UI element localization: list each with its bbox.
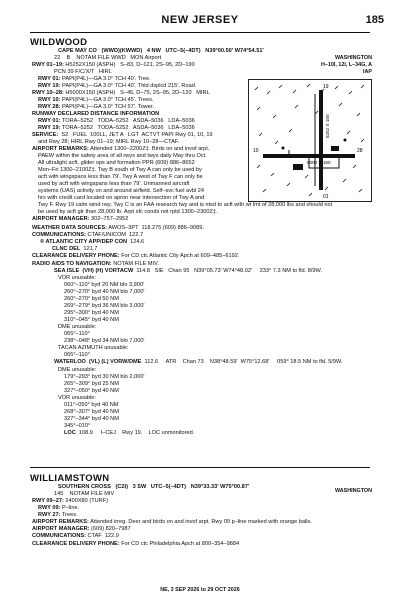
entry-line: AIRPORT MANAGER: (609) 820–7987 (32, 526, 131, 532)
city-heading: WILDWOOD (30, 37, 88, 48)
entry-line: RWY 01: TORA–5252 TODA–5252 ASDA–5036 LDA–5036 (38, 118, 195, 124)
entry-line: be used by acft gtr than 28,000 lb. Arpt sfc conds not rptd 1300−2300Z‡. (38, 209, 218, 215)
header-rule (30, 32, 370, 33)
runway-number-01: 01 (323, 194, 329, 200)
entry-line: 345°–010° (64, 423, 91, 429)
entry-line: RWY 10: PAPI(P4L)—GA 3.0° TCH 45′. Trees. (38, 97, 154, 103)
entry-line: Mon–Fri 1300−2100Z‡. Twy B south of Twy A can only be used by (38, 167, 202, 173)
entry-line: 145 NOTAM FILE MIV (54, 491, 115, 497)
entry-line: AIRPORT REMARKS: Attended 1300−2200Z‡. Birds on and invof arpt. (32, 146, 210, 152)
entry-line: and Rwy 28; HIRL Rwy 01–19; MIRL Rwy 10–28—CTAF. (38, 139, 180, 145)
entry-line: RWY 27: Trees. (38, 512, 78, 518)
chart-list: H–10I, 12I, L–34G, A (320, 62, 372, 68)
chart-reference (300, 55, 372, 76)
runway-number-19: 19 (323, 84, 329, 90)
entry-line: RUNWAY DECLARED DISTANCE INFORMATION (32, 111, 160, 117)
entry-line: 065°–110° (64, 352, 90, 358)
page-number: 185 (365, 14, 384, 26)
entry-line: systems (UAS) activity on and around airfield. Self–svc fuel avbl 24 (38, 188, 205, 194)
city-heading: WILLIAMSTOWN (30, 473, 110, 484)
runway-10-28 (263, 154, 355, 158)
region-label: WASHINGTON (334, 55, 372, 61)
entry-line: DME unusable: (58, 367, 97, 373)
chart-reference (300, 488, 372, 495)
entry-line: hrs with credit card located on apron near intersection of Twy A and (38, 195, 205, 201)
runway-01-19 (319, 90, 323, 190)
iap-label: IAP (363, 69, 372, 75)
entry-line: LOC 108.9 I–CEJ Rwy 19. LOC unmonitored. (64, 430, 195, 436)
entry-line: CLEARANCE DELIVERY PHONE: For CD ctc Philadelphia Apch at 800–354–9884 (32, 541, 240, 547)
runway-number-10: 10 (253, 148, 259, 154)
entry-line: 179°–293° byd 30 NM blo 2,000′ (64, 374, 145, 380)
entry-line: VOR unusable: (58, 275, 96, 281)
section-rule (30, 467, 370, 468)
entry-line: 22 B NOTAM FILE WWD MON Airport (54, 55, 162, 61)
entry-line: used by acft with wingspans less than 79′. Unmanned aircraft (38, 181, 190, 187)
entry-line: DME unusable: (58, 324, 97, 330)
entry-line: 065°–110° (64, 331, 90, 337)
entry-line: 238°–048° byd 34 NM blo 7,000′ (64, 338, 145, 344)
entry-line: AIRPORT MANAGER: 302–757–2952 (32, 216, 129, 222)
entry-line: RWY 01–19: H5252X150 (ASPH) S–83, D–121, 2S–95, 2D–190 (32, 62, 195, 68)
entry-line: RWY 19: TORA–5252 TODA–5252 ASDA–5036 LDA–5036 (38, 125, 195, 131)
runway-01-19-size: 5252 X 150 (325, 114, 330, 138)
entry-line: AIRPORT REMARKS: Attended irreg. Deer and birds on and invof arpt. Rwy 09 p–line marked with orange balls. (32, 519, 312, 525)
page-header (0, 14, 400, 28)
entry-line: 260°–270° byd 50 NM (64, 296, 119, 302)
entry-line: COMMUNICATIONS: CTAF 122.9 (32, 533, 119, 539)
entry-line: ® ATLANTIC CITY APP/DEP CON 124.6 (40, 239, 145, 245)
entry-line: 310°–045° byd 40 NM (64, 317, 119, 323)
entry-line: acft with wingspans less than 79′. Twy A west of Twy F can only be (38, 174, 203, 180)
entry-line: 060°–110° byd 20 NM blo 3,900′ (64, 282, 145, 288)
entry-line: WATERLOO (VL) (L) VORW/DME 112.6 ATR Chan 73 N38°48.59′ W75°12.68′ 059° 18.5 NM to fld. 5/9W. (54, 359, 343, 365)
airport-name-line: SOUTHERN CROSS (C2I) 3 SW UTC–5(–4DT) N39°33.33′ W75°00.87′ (58, 484, 250, 490)
entry-line: TACAN AZIMUTH unusable: (58, 345, 129, 351)
entry-line: Twy F. Rwy 19 calm wind rwy. Twy C is an FAA research twy and is ntsd to acft with wt lmt of 28,000 lbs and should not (38, 202, 333, 208)
runway-number-28: 28 (357, 148, 363, 154)
airport-name-line: CAPE MAY CO (WWD)(KWWD) 4 NW UTC–5(–4DT) N39°00.50′ W74°54.51′ (58, 48, 264, 54)
entry-line: RWY 19: PAPI(P4L)—GA 3.0° TCH 40′. Thld dsplcd 215′. Road. (38, 83, 197, 89)
entry-line: 269°–279° byd 36 NM blo 3,000′ (64, 303, 145, 309)
entry-line: RWY 09: P–line. (38, 505, 80, 511)
entry-line: 327°–344° byd 40 NM (64, 416, 119, 422)
entry-line: RWY 28: PAPI(P4L)—GA 3.0° TCH 57′. Tower. (38, 104, 154, 110)
entry-line: CLNC DEL 121.7 (52, 246, 98, 252)
runway-10-28-size: 5000 X 150 (307, 160, 331, 165)
entry-line: All ultralight acft, glider ops and formation PPR (609) 886–8652 (38, 160, 195, 166)
entry-line: COMMUNICATIONS: CTAF/UNICOM 122.7 (32, 232, 144, 238)
entry-line: 011°–050° byd 40 NM (64, 402, 119, 408)
entry-line: CLEARANCE DELIVERY PHONE: For CD ctc Atlantic City Apch at 609–485–6192. (32, 253, 240, 259)
entry-line: RWY 09–27: 2400X80 (TURF) (32, 498, 108, 504)
entry-line: RADIO AIDS TO NAVIGATION: NOTAM FILE MIV. (32, 261, 159, 267)
validity-footer: NE, 3 SEP 2026 to 29 OCT 2026 (160, 587, 240, 593)
entry-line: 295°–300° byd 40 NM (64, 310, 119, 316)
entry-line: PAEW within the safety area of all rwys and twys daily May thru Oct. (38, 153, 207, 159)
state-title: NEW JERSEY (161, 14, 239, 26)
airport-diagram (248, 79, 372, 202)
entry-line: 327°–050° byd 40 NM (64, 388, 119, 394)
entry-line: VOR unusable: (58, 395, 96, 401)
entry-line: SEA ISLE (VH) (H) VORTACW 114.8 SIE Chan 95 N39°05.73′ W74°48.02′ 233° 7.3 NM to fld. 8/9W. (54, 268, 322, 274)
entry-line: RWY 01: PAPI(P4L)—GA 3.0° TCH 40′. Tree. (38, 76, 151, 82)
entry-line: SERVICE: S2 FUEL 100LL, JET A LGT ACTVT PAPI Rwy 01, 10, 19 (32, 132, 213, 138)
entry-line: 268°–307° byd 40 NM (64, 409, 119, 415)
entry-line: WEATHER DATA SOURCES: AWOS–3PT 118.275 (609) 886–9089. (32, 225, 204, 231)
airport-diagram-svg (249, 80, 371, 201)
entry-line: 260°–270° byd 40 NM blo 7,000′ (64, 289, 145, 295)
entry-line: PCN 39 F/C/X/T HIRL (54, 69, 112, 75)
entry-line: 265°–309° byd 25 NM (64, 381, 119, 387)
region-label: WASHINGTON (334, 488, 372, 494)
entry-line: RWY 10–28: H5000X150 (ASPH) S–45, D–75, 2S–95, 2D–120 MIRL (32, 90, 210, 96)
